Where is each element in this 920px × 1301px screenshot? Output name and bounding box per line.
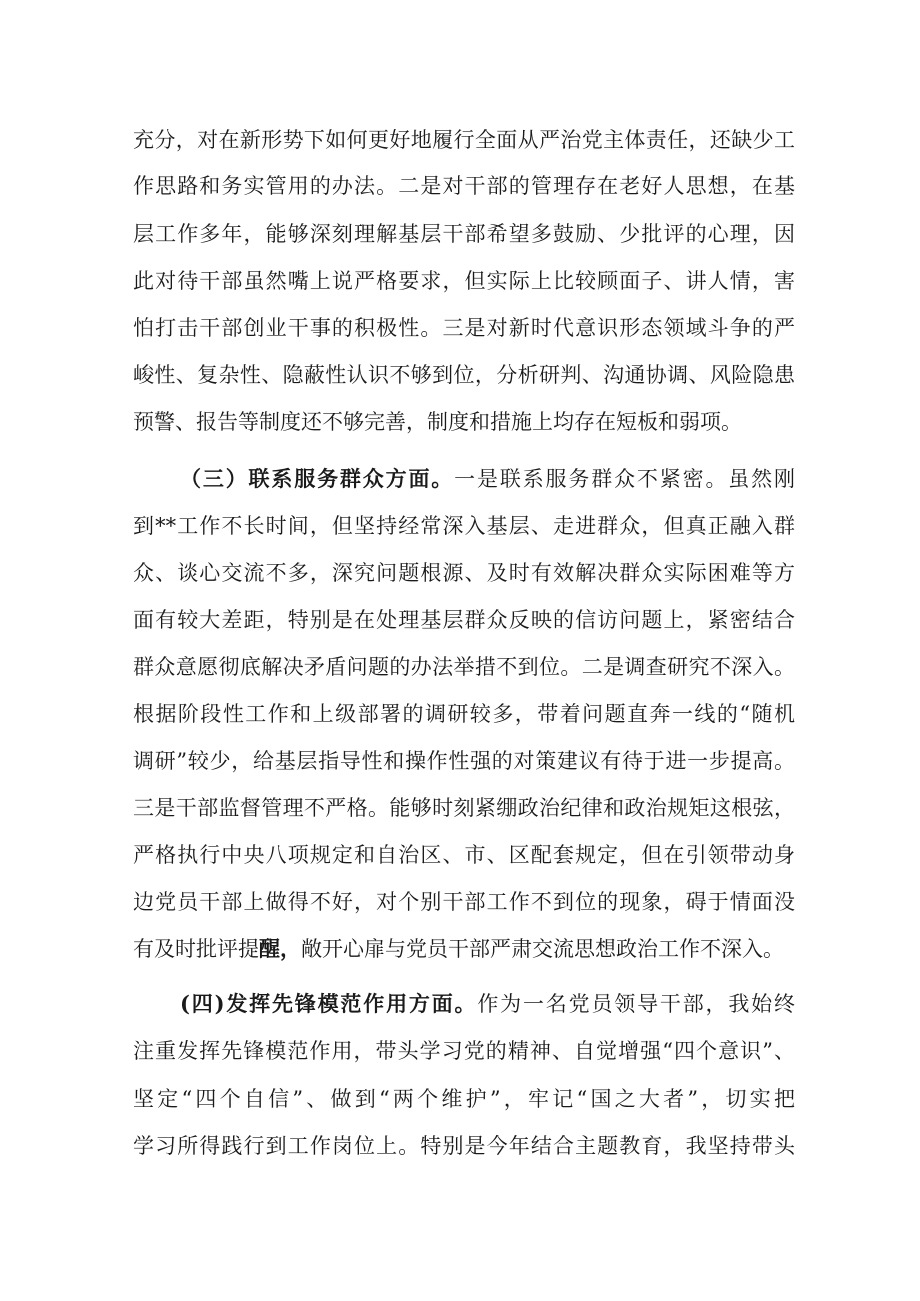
text-span: 作为一名党员领导干部，我始终: [477, 992, 795, 1016]
text-line: 作思路和务实管用的办法。二是对干部的管理存在老好人思想，在基: [133, 174, 795, 198]
text-line: [133, 935, 795, 963]
text-span: 敞开心扉与党员干部严肃交流思想政治工作不深入。: [301, 937, 784, 961]
text-line: 怕打击干部创业干事的积极性。三是对新时代意识形态领域斗争的严: [133, 316, 795, 340]
bold-text-span: 醒，: [259, 936, 301, 961]
section-heading-line: [180, 465, 795, 493]
text-span: 有及时批评提: [133, 937, 259, 961]
text-line: 严格执行中央八项规定和自治区、市、区配套规定，但在引领带动身: [133, 843, 795, 867]
text-line: 峻性、复杂性、隐蔽性认识不够到位，分析研判、沟通协调、风险隐患: [133, 363, 795, 387]
text-line: 注重发挥先锋模范作用，带头学习党的精神、自觉增强“四个意识”、: [133, 1039, 795, 1063]
text-line: 层工作多年，能够深刻理解基层干部希望多鼓励、少批评的心理，因: [133, 222, 795, 246]
text-span: 一是联系服务群众不紧密。虽然刚: [454, 467, 796, 491]
text-line: 群众意愿彻底解决矛盾问题的办法举措不到位。二是调查研究不深入。: [133, 655, 795, 679]
text-line: 到**工作不长时间，但坚持经常深入基层、走进群众，但真正融入群: [133, 514, 795, 538]
text-line: 边党员干部上做得不好，对个别干部工作不到位的现象，碍于情面没: [133, 890, 795, 914]
text-line: 调研”较少，给基层指导性和操作性强的对策建议有待于进一步提高。: [133, 749, 795, 773]
text-line: 众、谈心交流不多，深究问题根源、及时有效解决群众实际困难等方: [133, 561, 795, 585]
text-line: 面有较大差距，特别是在处理基层群众反映的信访问题上，紧密结合: [133, 608, 795, 632]
text-line: 学习所得践行到工作岗位上。特别是今年结合主题教育，我坚持带头: [133, 1134, 795, 1158]
section-heading: (四)发挥先锋模范作用方面。: [180, 991, 478, 1016]
section-heading: （三）联系服务群众方面。: [180, 466, 455, 491]
text-line: 预警、报告等制度还不够完善，制度和措施上均存在短板和弱项。: [133, 410, 742, 434]
text-line: 此对待干部虽然嘴上说严格要求，但实际上比较顾面子、讲人情，害: [133, 269, 795, 293]
text-line: 坚定“四个自信”、做到“两个维护”，牢记“国之大者”，切实把: [133, 1087, 795, 1111]
section-heading-line: [180, 990, 795, 1018]
text-line: 根据阶段性工作和上级部署的调研较多，带着问题直奔一线的“随机: [133, 702, 795, 726]
text-line: 三是干部监督管理不严格。能够时刻紧绷政治纪律和政治规矩这根弦，: [133, 796, 795, 820]
text-line: 充分，对在新形势下如何更好地履行全面从严治党主体责任，还缺少工: [133, 128, 795, 152]
